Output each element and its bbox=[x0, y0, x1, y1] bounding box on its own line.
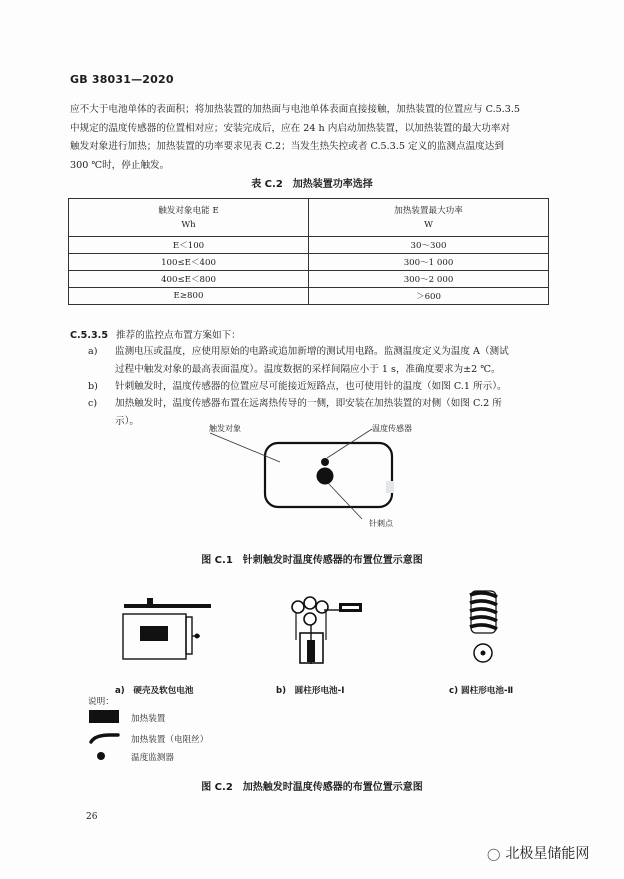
table-cell-energy: E＜100 bbox=[69, 237, 309, 254]
table-cell-energy: 100≤E＜400 bbox=[69, 254, 309, 271]
list-item bbox=[88, 378, 558, 396]
header-energy-label: 触发对象电能 E bbox=[158, 205, 219, 216]
list-line: 示）。 bbox=[115, 415, 139, 427]
legend-heater-label: 加热装置 bbox=[131, 714, 166, 724]
table-cell-power: ＞600 bbox=[309, 288, 549, 305]
figure-c1-caption: 图 C.1 针刺触发时温度传感器的布置位置示意图 bbox=[201, 555, 423, 566]
table-cell-energy: 400≤E＜800 bbox=[69, 271, 309, 288]
list-marker: b) bbox=[88, 381, 98, 392]
legend-monitor-label: 温度监测器 bbox=[131, 753, 174, 763]
wechat-icon: ◯ bbox=[487, 847, 501, 861]
watermark-text: 北极星储能网 bbox=[505, 846, 590, 862]
legend-wire-symbol bbox=[91, 735, 118, 742]
paragraph-line: 中规定的温度传感器的位置相对应；安装完成后，应在 24 h 内启动加热装置，以加热装置的最大功率对 bbox=[70, 122, 511, 134]
list-item bbox=[88, 395, 558, 431]
clause-number: C.5.3.5 bbox=[70, 330, 109, 341]
intro-paragraph bbox=[70, 101, 554, 175]
clause-heading bbox=[70, 327, 241, 341]
subcaption-b: b) 圆柱形电池-Ⅰ bbox=[276, 686, 345, 696]
table-header-row bbox=[69, 199, 549, 237]
table-cell-power: 30～300 bbox=[309, 237, 549, 254]
clause-title: 推荐的监控点布置方案如下： bbox=[116, 330, 241, 341]
table-row bbox=[69, 254, 549, 271]
list-item bbox=[88, 343, 558, 379]
table-header-energy bbox=[69, 199, 309, 237]
header-energy-unit: Wh bbox=[181, 219, 196, 230]
list-line: 过程中触发对象的最高表面温度）。温度数据的采样间隔应小于 1 s，准确度要求为±2 ℃。 bbox=[115, 363, 501, 375]
figure-c2-caption: 图 C.2 加热触发时温度传感器的布置位置示意图 bbox=[201, 782, 423, 793]
table-row bbox=[69, 237, 549, 254]
label-temp-sensor: 温度传感器 bbox=[372, 424, 412, 433]
needle-point-dot bbox=[317, 468, 334, 485]
table-row bbox=[69, 271, 549, 288]
power-table bbox=[68, 198, 549, 305]
table-row bbox=[69, 288, 549, 305]
legend-monitor-symbol bbox=[97, 752, 105, 760]
legend-heater-symbol bbox=[89, 710, 119, 723]
trigger-object-outline bbox=[265, 443, 392, 507]
list-line: 针刺触发时，温度传感器的位置应尽可能接近短路点，也可使用针的温度（如图 C.1 所示）。 bbox=[115, 381, 507, 392]
subcaption-c: c) 圆柱形电池-Ⅱ bbox=[449, 686, 514, 696]
label-trigger-object: 触发对象 bbox=[209, 424, 241, 433]
list-marker: c) bbox=[88, 398, 98, 409]
list-marker: a) bbox=[88, 346, 98, 357]
paragraph-line: 300 ℃时，停止触发。 bbox=[70, 159, 170, 171]
legend-title: 说明： bbox=[88, 697, 114, 707]
table-cell-energy: E≥800 bbox=[69, 288, 309, 305]
list-line: 加热触发时，温度传感器布置在远离热传导的一侧，即安装在加热装置的对侧（如图 C.2 所 bbox=[115, 398, 502, 409]
header-power-unit: W bbox=[424, 219, 433, 230]
list-line: 监测电压或温度，应使用原始的电路或追加新增的测试用电路。监测温度定义为温度 A（测试 bbox=[115, 346, 509, 357]
page-number: 26 bbox=[86, 812, 98, 822]
object-edge-mark bbox=[386, 481, 394, 493]
table-header-power bbox=[309, 199, 549, 237]
table-cell-power: 300～1 000 bbox=[309, 254, 549, 271]
table-cell-power: 300～2 000 bbox=[309, 271, 549, 288]
temperature-sensor-dot bbox=[321, 458, 329, 466]
table-caption: 表 C.2 加热装置功率选择 bbox=[251, 179, 373, 190]
paragraph-line: 应不大于电池单体的表面积；将加热装置的加热面与电池单体表面直接接触，加热装置的位置应与 C.5.3.5 bbox=[70, 104, 521, 115]
cylinder-cell-1-drawing bbox=[292, 597, 362, 664]
subcaption-a: a) 硬壳及软包电池 bbox=[115, 686, 194, 696]
pouch-cell-drawing bbox=[123, 598, 211, 659]
standard-number: GB 38031—2020 bbox=[70, 73, 174, 86]
label-needle-point: 针刺点 bbox=[369, 519, 393, 528]
header-power-label: 加热装置最大功率 bbox=[394, 205, 463, 216]
legend-wire-label: 加热装置（电阻丝） bbox=[131, 735, 209, 745]
watermark bbox=[487, 843, 589, 863]
cylinder-cell-2-drawing bbox=[470, 591, 497, 662]
paragraph-line: 触发对象进行加热；加热装置的功率要求见表 C.2；当发生热失控或者 C.5.3.5 定义的监测点温度达到 bbox=[70, 141, 504, 153]
